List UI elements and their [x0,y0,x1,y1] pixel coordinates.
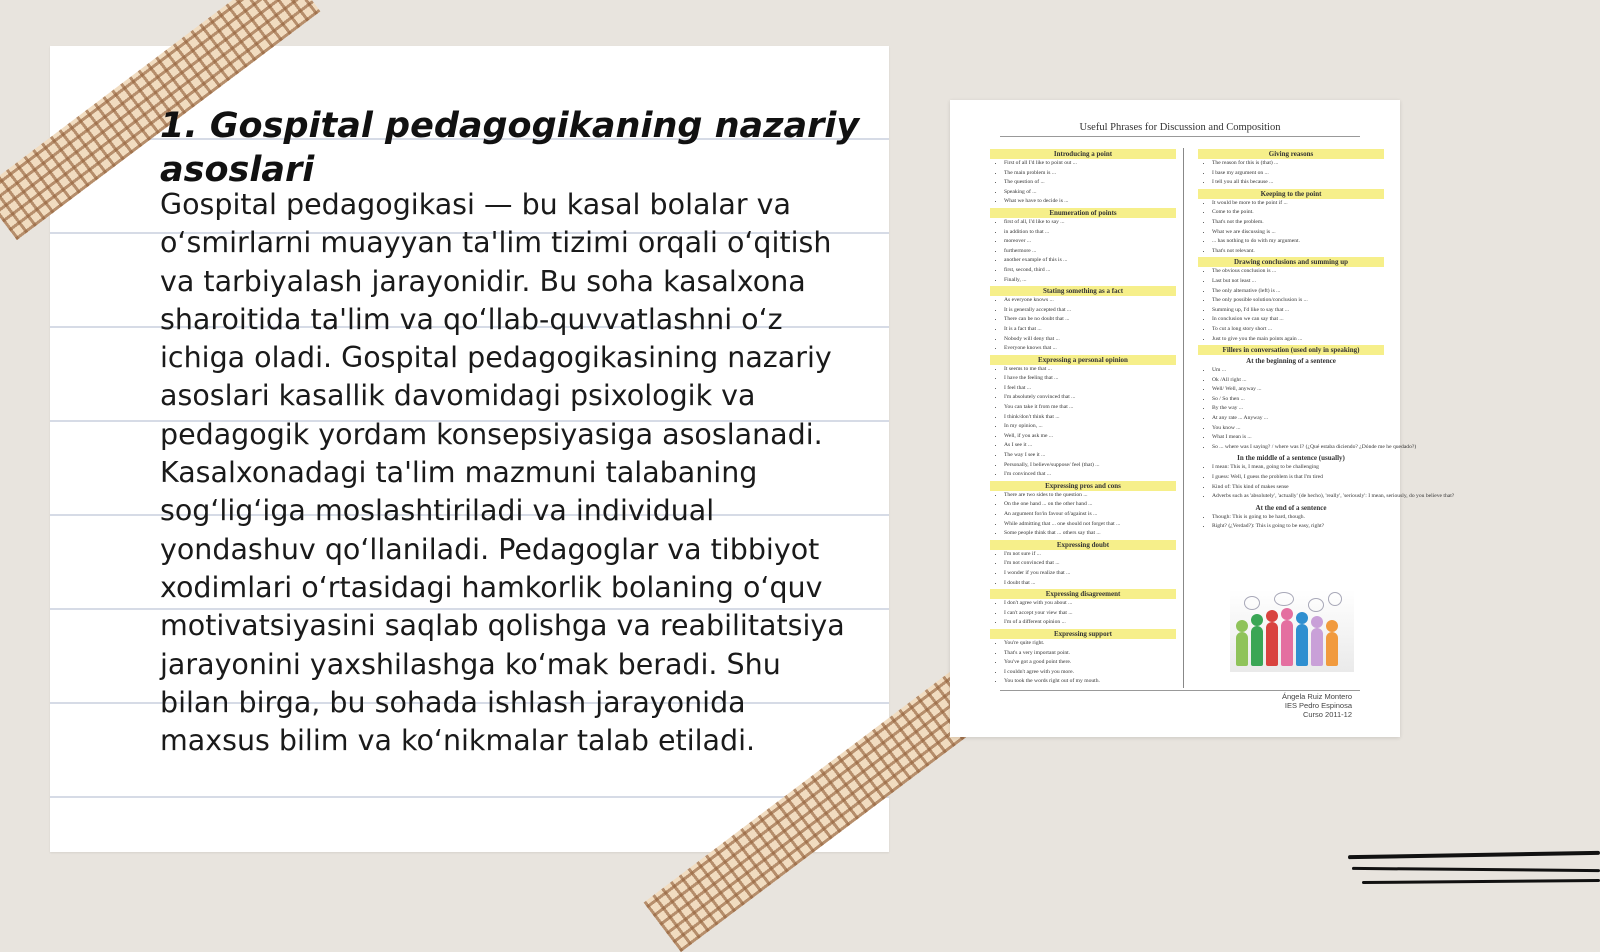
phrase-item: • You took the words right out of my mouth. [1004,677,1176,687]
footer-line: IES Pedro Espinosa [1284,701,1352,710]
phrase-list [1198,513,1384,532]
phrase-item: • I wonder if you realize that ... [1004,569,1176,579]
phrase-list [990,159,1176,207]
section-heading: Giving reasons [1198,149,1384,159]
phrase-item: • That's not the problem. [1212,218,1384,228]
section-heading: Expressing pros and cons [990,481,1176,491]
phrase-item: • Right? (¿Verdad?): This is going to be easy, right? [1212,522,1384,532]
phrase-item: • You know ... [1212,424,1384,434]
section-heading: Keeping to the point [1198,189,1384,199]
phrase-item: • I doubt that ... [1004,579,1176,589]
section-heading: At the beginning of a sentence [1246,357,1336,366]
phrase-item: • I don't agree with you about ... [1004,599,1176,609]
section-heading: Expressing a personal opinion [990,355,1176,365]
section-heading: Expressing disagreement [990,589,1176,599]
section-heading: Expressing doubt [990,540,1176,550]
phrase-item: • I'm not sure if ... [1004,550,1176,560]
phrase-item: • To cut a long story short ... [1212,325,1384,335]
phrase-item: • I have the feeling that ... [1004,374,1176,384]
phrase-item: • furthermore ... [1004,247,1176,257]
phrase-item: • I base my argument on ... [1212,169,1384,179]
phrase-item: • Ok /All right ... [1212,376,1384,386]
phrase-list [1198,159,1384,188]
phrase-item: • It is generally accepted that ... [1004,306,1176,316]
speech-bubble-icon [1244,596,1260,610]
phrase-item: • That's not relevant. [1212,247,1384,257]
phrase-item: • Well, if you ask me ... [1004,432,1176,442]
phrase-item: • There can be no doubt that ... [1004,315,1176,325]
phrase-item: • As I see it ... [1004,441,1176,451]
people-discussion-illustration [1230,590,1354,672]
phrase-item: • Though: This is going to be hard, though. [1212,513,1384,523]
phrase-item: • You're quite right. [1004,639,1176,649]
phrase-item: • Come to the point. [1212,208,1384,218]
section-heading: Fillers in conversation (used only in speaking) [1198,345,1384,355]
phrase-item: • What we have to decide is ... [1004,197,1176,207]
section-heading: At the end of a sentence [1255,503,1327,512]
section-heading: In the middle of a sentence (usually) [1237,454,1345,463]
phrase-item: • While admitting that ... one should not forget that ... [1004,520,1176,530]
phrase-item: • Speaking of ... [1004,188,1176,198]
person-figure-icon [1251,626,1263,666]
phrase-list [990,599,1176,628]
brush-stroke-decoration [1362,879,1600,884]
phrase-item: • Kind of: This kind of makes sense [1212,483,1384,493]
footer-rule [1000,690,1360,691]
phrase-list [1198,366,1417,452]
phrase-list [990,491,1176,539]
phrase-item: • What I mean is ... [1212,433,1384,443]
brush-stroke-decoration [1352,867,1600,872]
phrase-item: • It is a fact that ... [1004,325,1176,335]
phrase-item: • It would be more to the point if ... [1212,199,1384,209]
phrase-item: • I'm absolutely convinced that ... [1004,393,1176,403]
phrase-item: • As everyone knows ... [1004,296,1176,306]
person-figure-icon [1326,632,1338,666]
phrase-item: • You've got a good point there. [1004,658,1176,668]
person-figure-icon [1281,620,1293,666]
phrase-item: • An argument for/in favour of/against is ... [1004,510,1176,520]
footer-line: Curso 2011-12 [1302,710,1352,719]
brush-stroke-decoration [1348,851,1600,859]
person-figure-icon [1236,632,1248,666]
footer-line: Ángela Ruiz Montero [1281,692,1352,701]
phrase-item: • another example of this is ... [1004,256,1176,266]
phrase-item: • The question of ... [1004,178,1176,188]
phrases-document-image [950,100,1455,737]
document-title: Useful Phrases for Discussion and Composition [1000,122,1360,137]
phrase-item: • first of all, I'd like to say ... [1004,218,1176,228]
phrase-item: • At any rate ... Anyway ... [1212,414,1384,424]
speech-bubble-icon [1308,598,1324,612]
phrase-item: • Well/ Well, anyway ... [1212,385,1384,395]
phrase-item: • ... has nothing to do with my argument. [1212,237,1384,247]
phrase-item: • Just to give you the main points again ... [1212,335,1384,345]
column-divider [1183,148,1184,688]
phrase-item: • On the one hand ... on the other hand ... [1004,500,1176,510]
phrase-item: • You can take it from me that ... [1004,403,1176,413]
phrase-item: • moreover ... [1004,237,1176,247]
phrase-item: • I mean: This is, I mean, going to be challenging [1212,463,1384,473]
phrase-item: • First of all I'd like to point out ... [1004,159,1176,169]
phrase-item: • Summing up, I'd like to say that ... [1212,306,1384,316]
phrase-item: • There are two sides to the question ... [1004,491,1176,501]
person-figure-icon [1296,624,1308,666]
phrase-item: • I tell you all this because ... [1212,178,1384,188]
phrase-item: • In my opinion, ... [1004,422,1176,432]
phrase-list [990,218,1176,285]
phrase-item: • It seems to me that ... [1004,365,1176,375]
person-figure-icon [1311,628,1323,666]
phrase-item: • So ... where was I saying? / where was I? (¿Qué estaba diciendo? ¿Dónde me he quedado?) [1212,443,1384,453]
document-footer [1282,692,1352,719]
phrase-list [1198,463,1455,501]
phrase-list [990,639,1176,687]
phrase-item: • Um ... [1212,366,1384,376]
speech-bubble-icon [1328,592,1342,606]
phrase-item: • Some people think that ... others say that ... [1004,529,1176,539]
phrase-item: • So / So then ... [1212,395,1384,405]
speech-bubble-icon [1274,592,1294,606]
slide-title: 1. Gospital pedagogikaning nazariy asoslari [160,106,860,190]
phrase-item: • Finally, ... [1004,276,1176,286]
phrase-item: • In conclusion we can say that ... [1212,315,1384,325]
section-heading: Expressing support [990,629,1176,639]
phrase-item: • What we are discussing is ... [1212,228,1384,238]
phrase-item: • The only alternative (left) is ... [1212,287,1384,297]
phrase-item: • in addition to that ... [1004,228,1176,238]
phrase-item: • The main problem is ... [1004,169,1176,179]
phrase-item: • first, second, third ... [1004,266,1176,276]
phrase-list [990,550,1176,588]
phrase-item: • Everyone knows that ... [1004,344,1176,354]
section-heading: Drawing conclusions and summing up [1198,257,1384,267]
person-figure-icon [1266,622,1278,666]
phrase-item: • Nobody will deny that ... [1004,335,1176,345]
phrase-item: • I can't accept your view that ... [1004,609,1176,619]
phrase-list [1198,267,1384,344]
phrase-item: • By the way ... [1212,404,1384,414]
phrase-item: • I feel that ... [1004,384,1176,394]
section-heading: Introducing a point [990,149,1176,159]
phrase-list [990,296,1176,354]
phrase-item: • That's a very important point. [1004,649,1176,659]
section-heading: Stating something as a fact [990,286,1176,296]
phrase-item: • The only possible solution/conclusion is ... [1212,296,1384,306]
phrase-item: • I'm not convinced that ... [1004,559,1176,569]
document-left-column [990,148,1176,687]
phrase-item: • I think/don't think that ... [1004,413,1176,423]
phrase-item: • I couldn't agree with you more. [1004,668,1176,678]
section-heading: Enumeration of points [990,208,1176,218]
phrase-item: • I guess: Well, I guess the problem is that I'm tired [1212,473,1384,483]
phrase-list [990,365,1176,480]
slide-body-text: Gospital pedagogikasi — bu kasal bolalar va o‘smirlarni muayyan ta'lim tizimi orqali o‘qitish va tarbiyalash jarayonidir. Bu soha kasalxona sharoitida ta'lim va qo‘llab-quvvatlashni o‘z ichiga oladi. Gospital pedagogikasining nazariy asoslari kasallik davomidagi psixologik va pedagogik yordam konsepsiyasiga asoslanadi. Kasalxonadagi ta'lim mazmuni talabaning sog‘lig‘iga moslashtiriladi va individual yondashuv qo‘llaniladi. Pedagoglar va tibbiyot xodimlari o‘rtasidagi hamkorlik bolaning o‘quv motivatsiyasini saqlab qolishga va reabilitatsiya jarayonini yaxshilashga ko‘mak beradi. Shu bilan birga, bu sohada ishlash jarayonida maxsus bilim va ko‘nikmalar talab etiladi. [160,188,845,758]
phrase-list [1198,199,1384,257]
phrase-item: • The way I see it ... [1004,451,1176,461]
phrase-item: • I'm convinced that ... [1004,470,1176,480]
phrase-item: • The obvious conclusion is ... [1212,267,1384,277]
document-right-column [1198,148,1455,532]
phrase-item: • Adverbs such as 'absolutely', 'actually' (de hecho), 'really', 'seriously': I mean, seriously, do you believe that? [1212,492,1384,502]
phrase-item: • I'm of a different opinion ... [1004,618,1176,628]
phrase-item: • Personally, I believe/suppose/ feel (that) ... [1004,461,1176,471]
phrase-item: • Last but not least ... [1212,277,1384,287]
phrase-item: • The reason for this is (that) ... [1212,159,1384,169]
